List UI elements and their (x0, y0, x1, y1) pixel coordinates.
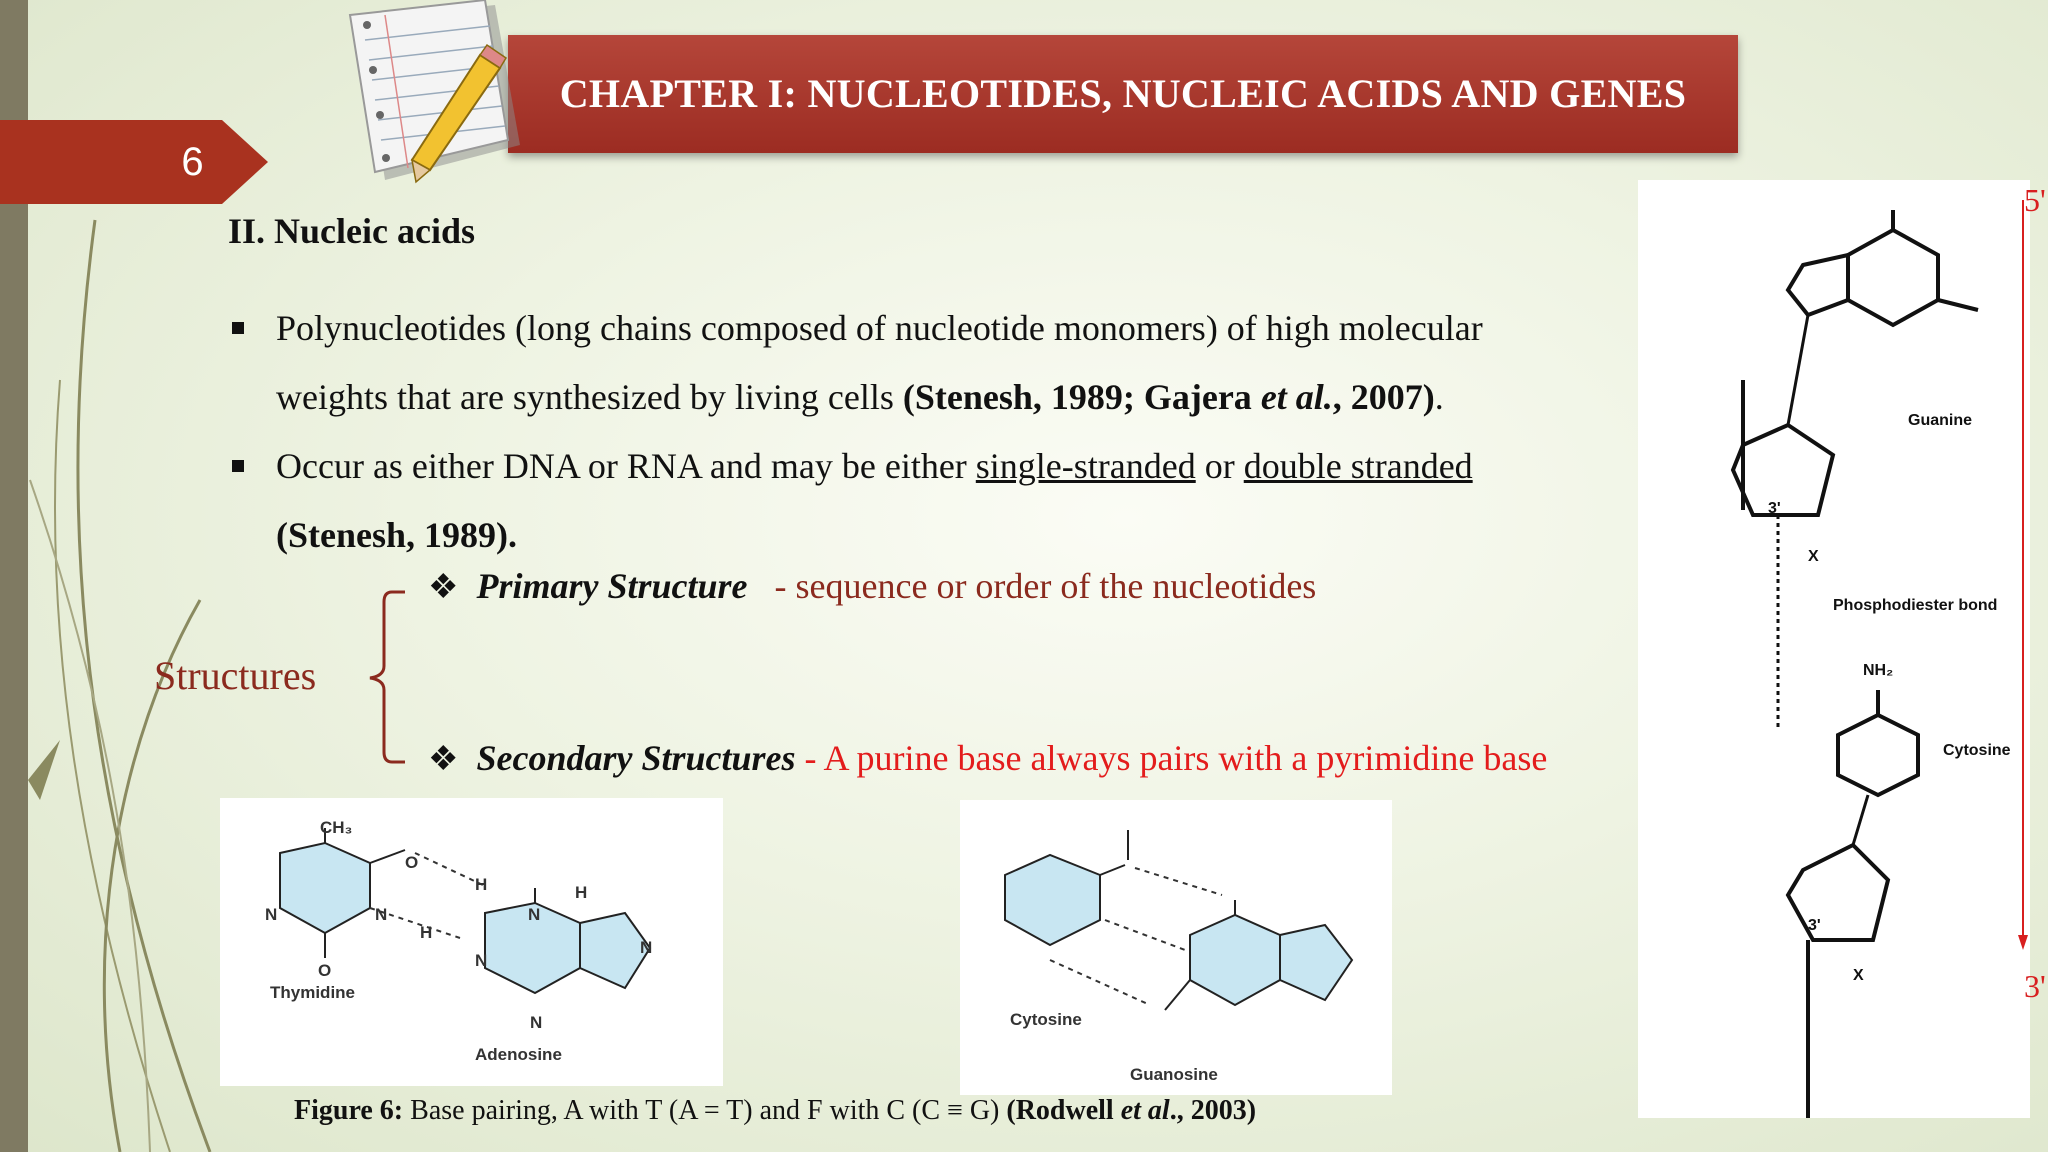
x-label: X (1808, 548, 1819, 565)
primary-structure-line (428, 565, 1316, 607)
three-prime-label: 3' (2024, 968, 2046, 1004)
slide-number: 6 (181, 140, 204, 184)
oxygen-label: O (405, 853, 419, 872)
nitrogen-label: N (475, 951, 488, 970)
secondary-structure-description: - A purine base always pairs with a pyrimidine base (804, 738, 1548, 778)
bullet-1-line-1: Polynucleotides (long chains composed of nucleotide monomers) of high molecular (276, 308, 1483, 348)
bullet-1-line-2 (276, 363, 1444, 432)
caption-reference-a: (Rodwell (1006, 1095, 1121, 1126)
five-prime-label: 5' (2024, 182, 2046, 218)
bullet-marker (232, 460, 244, 472)
bullet-1-end: . (1434, 377, 1444, 417)
nitrogen-label: N (640, 938, 653, 957)
hydrogen-label: H (475, 875, 488, 894)
three-prime-label: 3' (1808, 917, 1821, 934)
notepad-pencil-icon (330, 0, 530, 190)
thymidine-label: Thymidine (270, 983, 356, 1002)
bullet-2-line-1 (276, 432, 1473, 501)
thymidine-adenosine-figure (220, 798, 723, 1086)
ch3-label: CH₃ (320, 818, 353, 837)
primary-structure-description: - sequence or order of the nucleotides (774, 566, 1317, 606)
cytosine-guanosine-figure (960, 800, 1392, 1095)
bullet-1-reference-etal: et al. (1260, 377, 1333, 417)
section-heading: II. Nucleic acids (228, 211, 475, 251)
caption-text: Base pairing, A with T (A = T) and F with C (C ≡ G) (403, 1095, 1007, 1126)
secondary-structure-title: Secondary Structures (476, 738, 796, 778)
chapter-title: CHAPTER I: NUCLEOTIDES, NUCLEIC ACIDS AND GENES (559, 71, 1687, 116)
structures-label: Structures (154, 653, 317, 698)
caption-reference-etal: et al (1120, 1095, 1170, 1126)
dna-strand-figure (1638, 180, 2030, 1118)
bullet-2-text-b: or (1195, 446, 1244, 486)
nitrogen-label: N (265, 905, 278, 924)
primary-structure-title: Primary Structure (476, 566, 748, 606)
diamond-bullet-icon: ❖ (428, 569, 459, 606)
adenosine-label: Adenosine (475, 1045, 562, 1064)
bullet-1-reference-b: , 2007) (1332, 377, 1435, 417)
x-label: X (1853, 967, 1864, 984)
three-prime-label: 3' (1768, 500, 1781, 517)
single-stranded-term: single-stranded (975, 446, 1196, 486)
nitrogen-label: N (528, 905, 541, 924)
diamond-bullet-icon: ❖ (428, 741, 459, 778)
figure-caption (294, 1095, 1256, 1127)
hydrogen-label: H (575, 883, 588, 902)
cytosine-label: Cytosine (1943, 742, 2011, 759)
bullet-1-text: weights that are synthesized by living cells (276, 377, 903, 417)
phosphodiester-bond-label: Phosphodiester bond (1833, 597, 1998, 614)
oxygen-label: O (318, 961, 332, 980)
cytosine-label: Cytosine (1010, 1010, 1082, 1029)
nitrogen-label: N (375, 905, 388, 924)
caption-reference-b: ., 2003) (1169, 1095, 1257, 1126)
bullet-1-reference-a: (Stenesh, 1989; Gajera (902, 377, 1261, 417)
guanine-label: Guanine (1908, 412, 1973, 429)
curly-brace (350, 580, 410, 780)
figure-label: Figure 6: (294, 1095, 404, 1126)
at-base-pair-diagram (220, 798, 723, 1086)
dna-strand-diagram (1638, 180, 2030, 1118)
secondary-structure-line (428, 737, 1547, 779)
nh2-label: NH₂ (1863, 662, 1894, 679)
hydrogen-label: H (420, 923, 433, 942)
nitrogen-label: N (530, 1013, 543, 1032)
bullet-2-line-2: (Stenesh, 1989). (276, 515, 517, 555)
cg-base-pair-diagram (960, 800, 1392, 1095)
bullet-marker (232, 322, 244, 334)
guanosine-label: Guanosine (1130, 1065, 1218, 1084)
double-stranded-term: double stranded (1243, 446, 1473, 486)
bullet-2-text-a: Occur as either DNA or RNA and may be either (276, 446, 976, 486)
